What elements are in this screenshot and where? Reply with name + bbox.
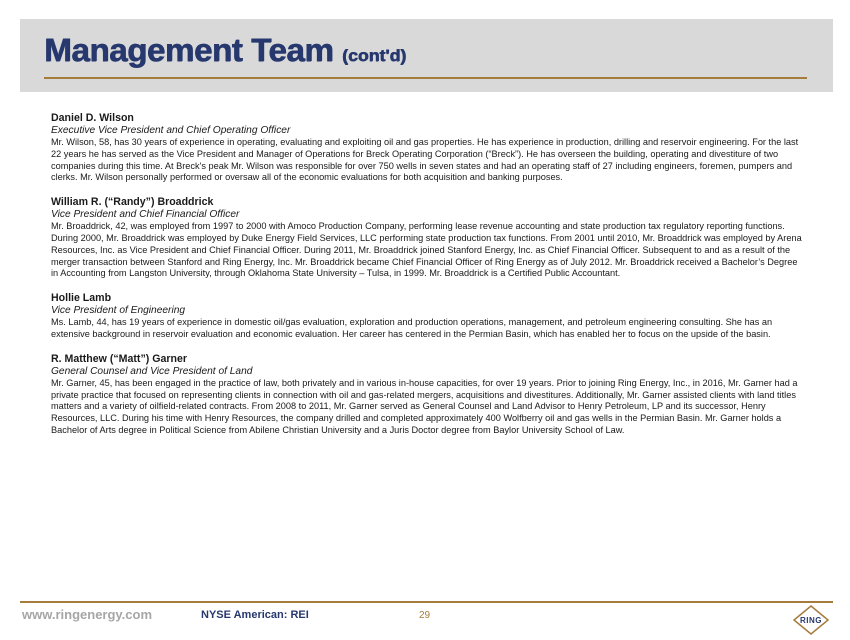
bio-name: Daniel D. Wilson: [51, 112, 134, 124]
bio-description: Mr. Garner, 45, has been engaged in the practice of law, both privately and in various in-house capacities, for over 19 years. Prior to joining Ring Energy, Inc., in 2016, Mr. Garner had a private practice that focused on representing clients in connection with oil and gas-related mergers, acquisitions and divestitures. Additionally, Mr. Garner assisted clients with land titles matters and a variety of oilfield-related contracts. From 2008 to 2011, Mr. Garner served as General Counsel and Land Advisor to Henry Petroleum, LP and its successor, Henry Resources, LLC. During his time with Henry Resources, the company drilled and completed approximately 400 Wolfberry oil and gas wells in the Permian Basin. Mr. Garner holds a Bachelor of Arts degree in Political Science from Abilene Christian University and a Juris Doctor degree from Baylor University School of Law.: [51, 377, 798, 435]
stock-ticker: NYSE American: REI: [201, 609, 309, 621]
bio-description: Mr. Broaddrick, 42, was employed from 1997 to 2000 with Amoco Production Company, performing lease revenue accounting and state production tax regulatory reporting functions. During 2000, Mr. Broaddrick was employed by Duke Energy Field Services, LLC performing state production tax functions. From 2001 until 2010, Mr. Broaddrick was employed by Arena Resources, Inc. as Vice President and Chief Financial Officer. During 2011, Mr. Broaddrick joined Stanford Energy, Inc. as Chief Financial Officer. Subsequent to and as a result of the merger transaction between Stanford and Ring Energy, Inc. Mr. Broaddrick became Chief Financial Officer of Ring Energy as of July 2012. Mr. Broaddrick received a Bachelor’s Degree in Accounting from Langston University, through Oklahoma State University – Tulsa, in 1999. Mr. Broaddrick is a Certified Public Accountant.: [51, 221, 802, 279]
bio-hollie-lamb: [51, 292, 803, 341]
website-link[interactable]: www.ringenergy.com: [22, 607, 153, 622]
footer-divider: [20, 601, 833, 603]
bio-matt-garner: [51, 353, 803, 437]
bio-randy-broaddrick: [51, 196, 803, 280]
ring-logo-icon: [791, 605, 831, 635]
bio-daniel-wilson: [51, 112, 803, 184]
title-divider: [44, 77, 807, 79]
bio-name: William R. (“Randy”) Broaddrick: [51, 196, 214, 209]
bio-role: Vice President of Engineering: [51, 305, 186, 317]
page-number: 29: [419, 610, 431, 621]
bios-section: [51, 112, 803, 449]
bio-role: Executive Vice President and Chief Operating Officer: [51, 125, 291, 136]
title-main: Management Team: [44, 32, 334, 68]
title-subtitle: (cont'd): [342, 46, 407, 65]
page-title: [44, 30, 406, 76]
bio-role: General Counsel and Vice President of Land: [51, 365, 253, 377]
bio-description: Ms. Lamb, 44, has 19 years of experience in domestic oil/gas evaluation, exploration and production operations, management, and petroleum engineering consulting. She has an extensive background in reservoir evaluation and economic evaluation. Her career has centered in the Permian Basin, which has enabled her to focus on the upside of the basin.: [51, 317, 773, 339]
bio-name: Hollie Lamb: [51, 292, 112, 305]
bio-description: Mr. Wilson, 58, has 30 years of experience in operating, evaluating and exploiting oil and gas properties. He has experience in production, drilling and reservoir engineering. For the last 22 years he has served as the Vice President and Manager of Operations for Breck Operating Corporation (“Breck”). He has overseen the building, operating and divestiture of two companies during this time. At Breck's peak Mr. Wilson was responsible for over 750 wells in seven states and had an operating staff of 27 including engineers, foremen, pumpers and clerks. Mr. Wilson personally performed or oversaw all of the economic evaluations for both acquisition and banking purposes.: [51, 137, 799, 183]
logo-text: RING: [800, 616, 822, 625]
bio-name: R. Matthew (“Matt”) Garner: [51, 352, 187, 365]
bio-role: Vice President and Chief Financial Officer: [51, 209, 240, 221]
